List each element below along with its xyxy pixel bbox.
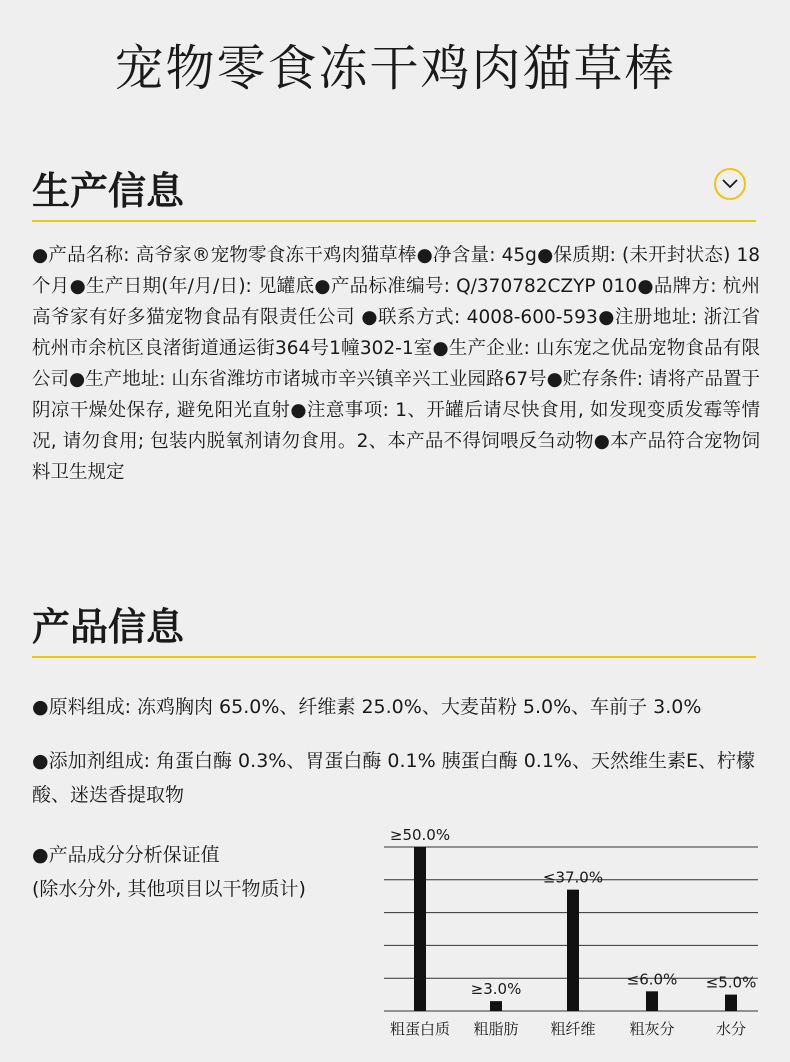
chart-bar	[567, 890, 579, 1011]
production-info-divider	[32, 220, 756, 222]
chart-data-label: ≤37.0%	[542, 868, 604, 887]
analysis-caption	[32, 838, 372, 906]
product-info-divider	[32, 656, 756, 658]
chart-bar	[414, 847, 426, 1011]
production-info-text: ●产品名称: 高爷家®宠物零食冻干鸡肉猫草棒●净含量: 45g●保质期: (未开封状态) 18个月●生产日期(年/月/日): 见罐底●产品标准编号: Q/370782CZYP 010●品牌方: 杭州高爷家有好多猫宠物食品有限责任公司 ●联系方式: 4008-600-593●注册地址: 浙江省杭州市余杭区良渚街道通运街364号1幢302-1室●生产企业: 山东宠之优品宠物食品有限公司●生产地址: 山东省潍坊市诸城市辛兴镇辛兴工业园路67号●贮存条件: 请将产品置于阴凉干燥处保存, 避免阳光直射●注意事项: 1、开罐后请尽快食用, 如发现变质发霉等情况, 请勿食用; 包装内脱氧剂请勿食用。2、本产品不得饲喂反刍动物●本产品符合宠物饲料卫生规定	[32, 245, 760, 483]
chart-category-label: 粗蛋白质	[389, 1020, 451, 1038]
chart-bar	[725, 995, 737, 1011]
chart-category-label: 粗灰分	[629, 1020, 675, 1038]
production-info-heading: 生产信息	[32, 169, 185, 213]
page-title: 宠物零食冻干鸡肉猫草棒	[114, 40, 676, 97]
chart-data-label: ≤6.0%	[626, 970, 678, 989]
chart-category-label: 粗纤维	[550, 1020, 596, 1038]
product-info-heading: 产品信息	[32, 605, 185, 649]
chart-data-label: ≥3.0%	[470, 980, 522, 999]
chart-bar	[490, 1001, 502, 1011]
analysis-note: (除水分外, 其他项目以干物质计)	[32, 878, 306, 900]
chart-data-label: ≥50.0%	[389, 826, 451, 844]
ingredients-line: ●原料组成: 冻鸡胸肉 65.0%、纤维素 25.0%、大麦苗粉 5.0%、车前子 3.0%	[32, 696, 702, 718]
additives-line: ●添加剂组成: 角蛋白酶 0.3%、胃蛋白酶 0.1% 胰蛋白酶 0.1%、天然维生素E、柠檬酸、迷迭香提取物	[32, 750, 755, 806]
chart-category-label: 水分	[715, 1020, 747, 1038]
chart-data-label: ≤5.0%	[705, 973, 757, 992]
chart-category-label: 粗脂肪	[473, 1020, 519, 1038]
analysis-title: ●产品成分分析保证值	[32, 844, 220, 866]
chevron-down-circle-icon[interactable]	[714, 168, 746, 200]
nutrient-bar-chart	[380, 826, 770, 1046]
chart-bar	[646, 991, 658, 1011]
